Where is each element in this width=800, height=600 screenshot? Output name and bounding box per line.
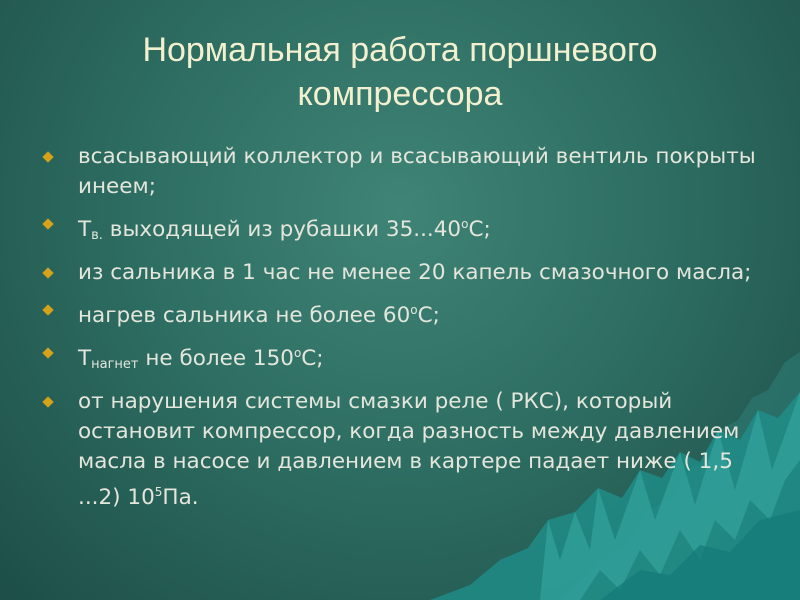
bullet-item xyxy=(44,295,764,331)
subscript-text: в. xyxy=(91,228,103,243)
bullet-text xyxy=(78,303,440,328)
text-run: нагрев сальника не более 60 xyxy=(78,303,411,328)
superscript-text: о xyxy=(410,303,418,317)
text-run: Т xyxy=(78,346,92,371)
bullet-item xyxy=(44,387,764,513)
bullet-list xyxy=(44,142,764,520)
text-run: С; xyxy=(417,303,440,328)
diamond-bullet-icon xyxy=(42,347,53,358)
bullet-item xyxy=(44,338,764,380)
text-run: не более 150 xyxy=(138,346,294,371)
bullet-text xyxy=(78,260,751,285)
diamond-bullet-icon xyxy=(42,218,53,229)
diamond-bullet-icon xyxy=(42,267,53,278)
text-run: Т xyxy=(78,217,92,242)
bullet-text xyxy=(78,217,491,242)
slide-title: Нормальная работа поршневого компрессора xyxy=(142,31,658,113)
superscript-text: 5 xyxy=(154,485,163,499)
bullet-text xyxy=(78,346,324,371)
superscript-text: о xyxy=(461,217,469,231)
text-run: С; xyxy=(301,346,324,371)
diamond-bullet-icon xyxy=(42,396,53,407)
bullet-text xyxy=(78,144,756,199)
bullet-item xyxy=(44,142,764,202)
bullet-text xyxy=(78,389,739,510)
bullet-item xyxy=(44,258,764,288)
text-run: Па. xyxy=(162,485,199,510)
text-run: выходящей из рубашки 35...40 xyxy=(102,217,462,242)
text-run: всасывающий коллектор и всасывающий вентиль покрыты инеем; xyxy=(78,144,756,199)
text-run: из сальника в 1 час не менее 20 капель смазочного масла; xyxy=(78,260,752,285)
text-run: от нарушения системы смазки реле ( РКС), который остановит компрессор, когда разность между давлением масла в насосе и давлением в картере падает ниже ( 1,5 ...2) 10 xyxy=(78,389,740,510)
diamond-bullet-icon xyxy=(42,151,53,162)
bullet-item xyxy=(44,209,764,251)
text-run: С; xyxy=(468,217,491,242)
superscript-text: о xyxy=(293,346,302,360)
diamond-bullet-icon xyxy=(42,304,53,315)
subscript-text: нагнет xyxy=(91,357,139,372)
